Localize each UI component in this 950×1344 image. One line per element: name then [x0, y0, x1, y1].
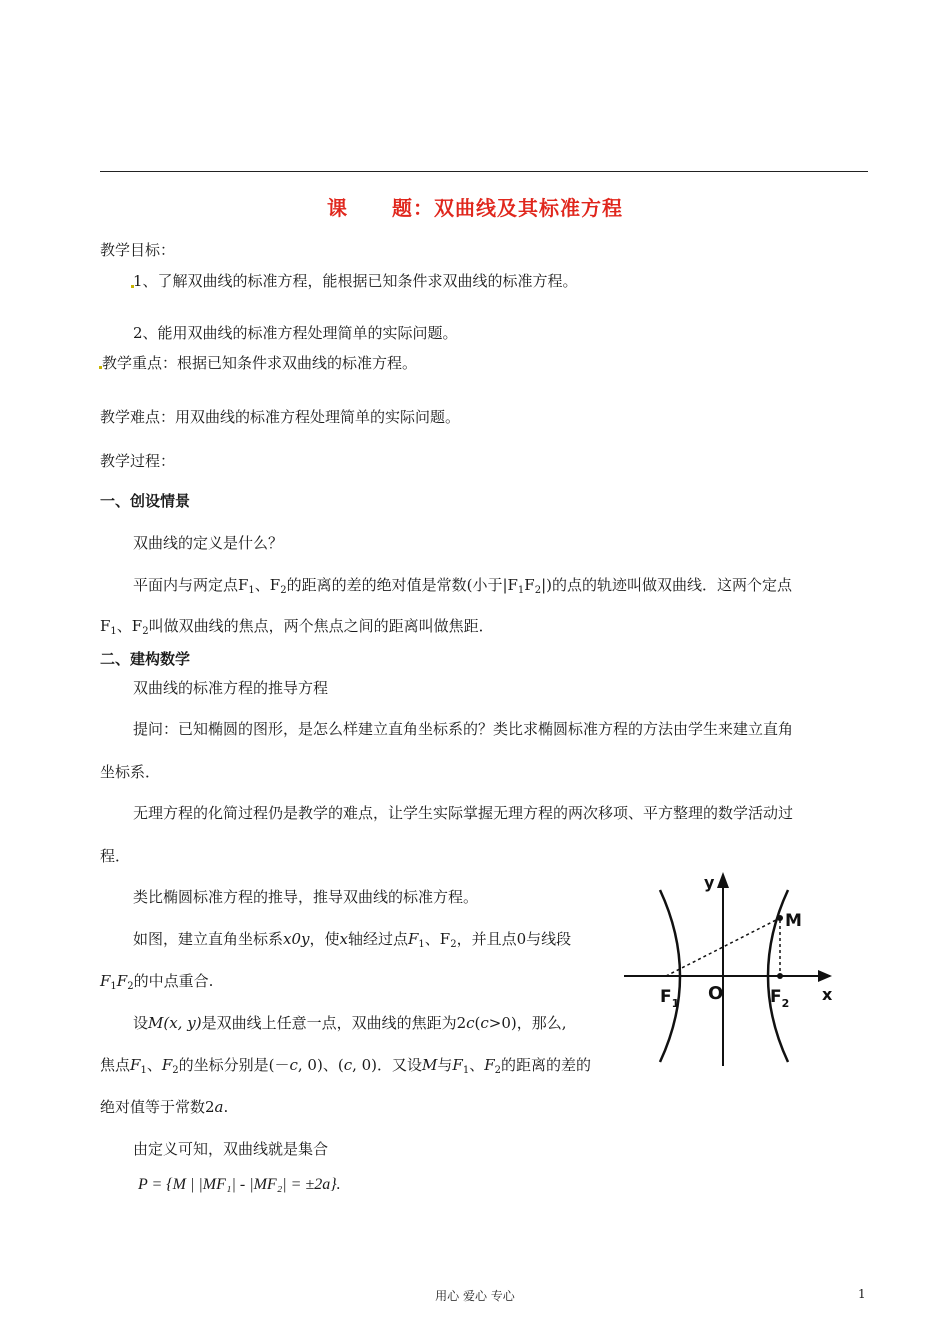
header-rule	[100, 171, 868, 172]
set-formula: P = {M | |MF₁| - |MF₂| = ±2a}.	[138, 1176, 341, 1193]
point-m	[777, 915, 783, 921]
section2-p2-line2: 坐标系．	[100, 763, 161, 781]
hyperbola-figure	[620, 858, 860, 1078]
key-point: 教学重点：根据已知条件求双曲线的标准方程。	[102, 354, 418, 372]
goal-item-2: 2、能用双曲线的标准方程处理简单的实际问题。	[133, 324, 458, 342]
section2-p5-line2: $F_1F_2$的中点重合.	[100, 972, 214, 992]
page-title: 课 题：双曲线及其标准方程	[327, 196, 623, 220]
origin-label: O	[708, 983, 724, 1004]
definition-line-2: $F_1$、$F_2$叫做双曲线的焦点，两个焦点之间的距离叫做焦距．	[100, 617, 494, 637]
point-f2	[777, 973, 783, 979]
section2-p9: 由定义可知，双曲线就是集合	[133, 1140, 329, 1158]
footer-text: 用心 爱心 专心	[435, 1289, 515, 1303]
y-axis-arrow	[717, 872, 729, 888]
m-label: M	[785, 911, 802, 931]
definition-line-1: 平面内与两定点$F_1$、$F_2$的距离的差的绝对值是常数(小于$|F_1F_2|$)的点的轨迹叫做双曲线．这两个定点	[133, 576, 793, 596]
section1-question: 双曲线的定义是什么？	[133, 534, 284, 552]
page-number: 1	[858, 1287, 866, 1301]
section2-p4: 类比椭圆标准方程的推导，推导双曲线的标准方程。	[133, 888, 479, 906]
section2-p6-line1: 设M(x, y)是双曲线上任意一点，双曲线的焦距为2c(c>0)，那么,	[133, 1014, 567, 1032]
x-axis-arrow	[818, 970, 832, 982]
process-label: 教学过程：	[100, 452, 176, 470]
goal-item-1: 1、了解双曲线的标准方程，能根据已知条件求双曲线的标准方程。	[133, 272, 578, 290]
y-axis-label: y	[704, 873, 715, 892]
section2-p3-line1: 无理方程的化简过程仍是教学的难点，让学生实际掌握无理方程的两次移项、平方整理的数学活动过	[133, 804, 794, 822]
section2-p2-line1: 提问：已知椭圆的图形，是怎么样建立直角坐标系的？类比求椭圆标准方程的方法由学生来建立直角	[133, 720, 794, 738]
x-axis-label: x	[822, 985, 833, 1004]
section2-p1: 双曲线的标准方程的推导方程	[133, 679, 329, 697]
f2-label: $F_2$	[770, 987, 790, 1010]
goals-label: 教学目标：	[100, 241, 176, 259]
section2-p5-line1: 如图，建立直角坐标系x0y，使x轴经过点$F_1$、$F_2$，并且点0与线段	[133, 930, 572, 950]
section2-p3-line2: 程．	[100, 847, 131, 865]
section2-p6-line2: 焦点$F_1$、$F_2$的坐标分别是(－c, 0)、(c, 0)．又设M与$F_1$、$F_2$的距离的差的	[100, 1056, 592, 1076]
difficulty: 教学难点：用双曲线的标准方程处理简单的实际问题。	[100, 408, 461, 426]
section1-heading: 一、创设情景	[100, 492, 191, 510]
section2-heading: 二、建构数学	[100, 650, 191, 668]
section2-p6-line3: 绝对值等于常数2a.	[100, 1098, 229, 1116]
f1-label: $F_1$	[660, 987, 680, 1010]
